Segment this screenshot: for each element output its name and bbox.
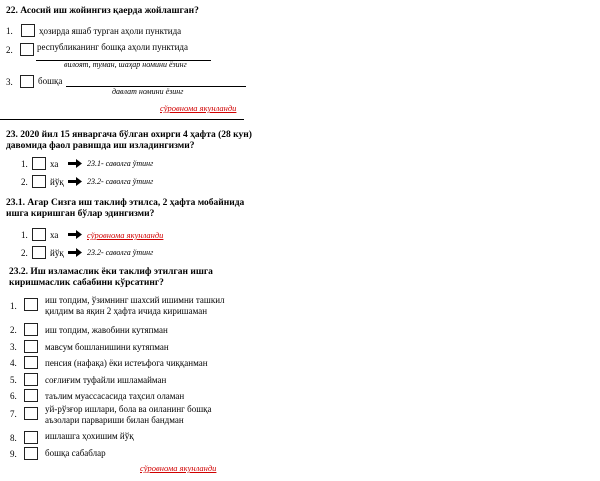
q232-opt8-label: ишлашга ҳохишим йўқ (45, 431, 134, 441)
q23-opt2-label: йўқ (50, 177, 64, 187)
q231-title-line2: ишга киришган бўлар эдингизми? (6, 209, 155, 219)
q232-opt3-num: 3. (10, 342, 17, 352)
q23-opt2-goto: 23.2- саволга ўтинг (87, 177, 154, 186)
q232-opt1-checkbox[interactable] (24, 298, 38, 311)
q231-title-line1: 23.1. Агар Сизга иш таклиф этилса, 2 ҳафта мобайнида (6, 198, 245, 208)
arrow-right-icon (68, 230, 82, 239)
q22-end-note: сўровнома якунланди (160, 103, 237, 113)
q231-opt1-num: 1. (21, 230, 28, 240)
q232-opt7-label-line2: аъзолари парвариши билан бандман (45, 415, 184, 425)
q23-opt1-checkbox[interactable] (32, 157, 46, 170)
q231-opt1-label: ха (50, 230, 59, 240)
q22-opt2-num: 2. (6, 45, 13, 55)
q232-opt6-num: 6. (10, 391, 17, 401)
q231-opt2-num: 2. (21, 248, 28, 258)
q232-title-line2: киришмаслик сабабини кўрсатинг? (9, 278, 164, 288)
q231-opt2-label: йўқ (50, 248, 64, 258)
q232-opt3-label: мавсум бошланишини кутяпман (45, 342, 169, 352)
q23-title-line2: давомида фаол равишда иш изладингизми? (6, 141, 195, 151)
q232-opt1-num: 1. (10, 301, 17, 311)
q231-opt1-goto: сўровнома якунланди (87, 230, 164, 240)
q23-opt2-num: 2. (21, 177, 28, 187)
q232-opt7-checkbox[interactable] (24, 407, 38, 420)
section-divider (0, 119, 244, 120)
q231-opt2-checkbox[interactable] (32, 246, 46, 259)
q22-opt2-label: республиканинг бошқа аҳоли пунктида (37, 42, 188, 52)
q232-opt5-checkbox[interactable] (24, 373, 38, 386)
q22-opt2-note: вилоят, туман, шаҳар номини ёзинг (64, 60, 187, 69)
q22-opt1-num: 1. (6, 26, 13, 36)
q232-opt9-num: 9. (10, 449, 17, 459)
q232-opt1-label-line2: қилдим ва яқин 2 ҳафта ичида киришаман (45, 306, 208, 316)
q232-opt2-checkbox[interactable] (24, 323, 38, 336)
q232-opt8-num: 8. (10, 433, 17, 443)
q23-opt2-checkbox[interactable] (32, 175, 46, 188)
q22-title: 22. Асосий иш жойингиз қаерда жойлашган? (6, 6, 199, 16)
q232-opt7-num: 7. (10, 409, 17, 419)
q231-opt2-goto: 23.2- саволга ўтинг (87, 248, 154, 257)
q23-title-line1: 23. 2020 йил 15 январгача бўлган охирги 4 ҳафта (28 кун) (6, 130, 252, 140)
q232-opt6-checkbox[interactable] (24, 389, 38, 402)
q232-title-line1: 23.2. Иш изламаслик ёки таклиф этилган ишга (9, 267, 213, 277)
q232-opt5-num: 5. (10, 375, 17, 385)
q232-opt9-checkbox[interactable] (24, 447, 38, 460)
q232-opt3-checkbox[interactable] (24, 340, 38, 353)
arrow-right-icon (68, 159, 82, 168)
q22-opt2-checkbox[interactable] (20, 43, 34, 56)
q232-opt5-label: соғлиғим туфайли ишламайман (45, 375, 167, 385)
q22-opt3-checkbox[interactable] (20, 75, 34, 88)
q232-opt4-label: пенсия (нафақа) ёки истеъфога чиққанман (45, 358, 208, 368)
q23-opt1-label: ха (50, 159, 59, 169)
q23-opt1-goto: 23.1- саволга ўтинг (87, 159, 154, 168)
q231-opt1-checkbox[interactable] (32, 228, 46, 241)
q232-opt7-label-line1: уй-рўзғор ишлари, бола ва оиланинг бошқа (45, 404, 212, 414)
q22-opt3-note: давлат номини ёзинг (112, 87, 184, 96)
q232-opt1-label-line1: иш топдим, ўзимнинг шахсий ишимни ташкил (45, 295, 225, 305)
q232-opt4-checkbox[interactable] (24, 356, 38, 369)
q23-opt1-num: 1. (21, 159, 28, 169)
q22-opt1-checkbox[interactable] (21, 24, 35, 37)
q232-opt9-label: бошқа сабаблар (45, 448, 106, 458)
q232-opt8-checkbox[interactable] (24, 431, 38, 444)
q22-opt3-label: бошқа (38, 76, 63, 86)
q232-opt4-num: 4. (10, 358, 17, 368)
q22-opt1-label: ҳозирда яшаб турган аҳоли пунктида (39, 26, 182, 36)
q232-opt2-num: 2. (10, 325, 17, 335)
q232-end-note: сўровнома якунланди (140, 463, 217, 473)
arrow-right-icon (68, 177, 82, 186)
q232-opt6-label: таълим муассасасида таҳсил оламан (45, 391, 185, 401)
q232-opt2-label: иш топдим, жавобини кутяпман (45, 325, 168, 335)
arrow-right-icon (68, 248, 82, 257)
q22-opt3-num: 3. (6, 77, 13, 87)
